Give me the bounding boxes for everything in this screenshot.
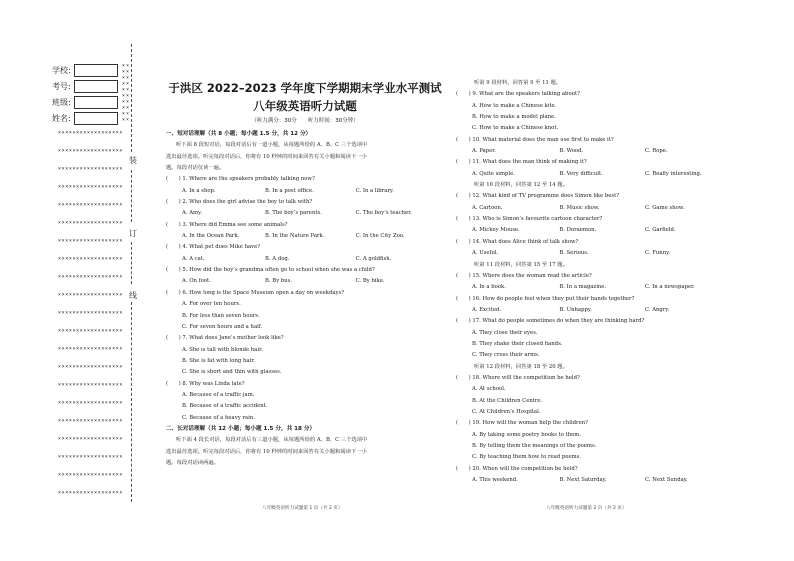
option-row [166, 254, 450, 265]
option: A. Cartoon. [472, 204, 503, 211]
option: A. Quite simple. [472, 170, 515, 177]
listening-note: 听第 11 段材料，回答第 15 至 17 题。 [474, 261, 568, 268]
x-row: ×××××××××××××××××× [58, 202, 123, 208]
x-row: ×××××××××××××××××× [58, 166, 123, 172]
option: B. At the Children Centre. [472, 397, 543, 404]
option: B. Very difficult. [559, 170, 603, 177]
option: C. By teaching them how to read poems. [472, 454, 582, 461]
option: A. For over ten hours. [182, 301, 241, 308]
x-mark: × [122, 75, 126, 81]
x-mark: × [126, 99, 130, 105]
question: ( ) 20. When will the competition be held? [456, 465, 578, 472]
binding-line [131, 302, 132, 502]
question: ( ) 17. What do people sometimes do when they are thinking hard? [456, 318, 645, 325]
x-row: ×××××××××××××××××× [58, 328, 123, 334]
question: ( ) 15. Where does the woman read the article? [456, 272, 592, 279]
x-mark: × [126, 87, 130, 93]
x-mark: × [122, 117, 126, 123]
option: C. Really interesting. [644, 170, 702, 177]
info-field-box [74, 80, 118, 93]
option-row [456, 305, 736, 316]
seal-char: 线 [129, 291, 137, 300]
question: ( ) 6. How long is the Space Museum open a day on weekdays? [166, 289, 345, 296]
option: B. By bus. [265, 278, 293, 285]
x-row: ×××××××××××××××××× [58, 472, 123, 478]
info-field-label: 考号: [52, 82, 71, 91]
option: B. A dog. [265, 255, 290, 262]
option: A. They close their eyes. [472, 329, 538, 336]
option-row [166, 231, 450, 242]
question: ( ) 16. How do people feel when they put their hands together? [456, 295, 635, 302]
option: A. Because of a traffic jam. [182, 391, 255, 398]
info-field-label: 班级: [52, 98, 71, 107]
option: C. She is short and thin with glasses. [182, 369, 282, 376]
info-field-label: 学校: [52, 66, 71, 75]
option-row [456, 248, 736, 259]
section-1-heading: 一、短对话理解（共 8 小题；每小题 1.5 分，共 12 分） [166, 131, 312, 137]
option: B. Because of a traffic accident. [182, 403, 268, 410]
x-row: ×××××××××××××××××× [58, 184, 123, 190]
option: A. This weekend. [472, 477, 518, 484]
option-row [166, 186, 450, 197]
section-1-instruction: 听下面 8 段短对话，每段对话后有一道小题，从每题所给的 A、B、C 三个选项中 [176, 142, 368, 149]
x-row: ×××××××××××××××××× [58, 256, 123, 262]
option: B. In a post office. [265, 187, 314, 194]
section-1-instruction: 题。每段对话仅读一遍。 [166, 165, 225, 172]
option-row [456, 282, 736, 293]
x-mark: × [122, 99, 126, 105]
x-row: ×××××××××××××××××× [58, 490, 123, 496]
option: C. Angry. [644, 306, 670, 313]
x-mark: × [122, 63, 126, 69]
page-1-footer: 八年级英语听力试题第 1 页（共 2 页） [262, 506, 343, 511]
x-row: ×××××××××××××××××× [58, 292, 123, 298]
option: B. Music show. [559, 204, 600, 211]
option: B. Wood. [559, 148, 584, 155]
option: B. Serious. [559, 250, 589, 257]
option: C. In the City Zoo. [355, 233, 405, 240]
seal-char: 装 [129, 156, 137, 165]
option: B. In a magazine. [559, 284, 607, 291]
info-field-row [52, 112, 118, 125]
option: C. The boy’s teacher. [355, 210, 412, 217]
page-2-column [456, 78, 736, 486]
question: ( ) 11. What does the man think of making it? [456, 159, 587, 166]
x-row: ×××××××××××××××××× [58, 274, 123, 280]
binding-line [131, 242, 132, 284]
option: A. Useful. [472, 250, 499, 257]
page-2-footer: 八年级英语听力试题第 2 页（共 2 页） [546, 506, 627, 511]
page-1-column [166, 129, 450, 469]
x-mark: × [122, 111, 126, 117]
option-row [456, 146, 736, 157]
option: A. By taking some poetry books to them. [472, 431, 582, 438]
option: A. How to make a Chinese kite. [472, 102, 557, 109]
info-field-row [52, 64, 118, 77]
x-row: ×××××××××××××××××× [58, 346, 123, 352]
info-field-box [74, 64, 118, 77]
question: ( ) 3. Where did Emma see some animals? [166, 221, 288, 228]
x-row: ×××××××××××××××××× [58, 364, 123, 370]
question: ( ) 19. How will the woman help the children? [456, 420, 588, 427]
question: ( ) 12. What kind of TV programme does Simon like best? [456, 193, 620, 200]
option: C. Funny. [644, 250, 671, 257]
option: B. Doraemon. [559, 227, 597, 234]
option: B. She is fat with long hair. [182, 357, 255, 364]
option: B. Next Saturday. [559, 477, 607, 484]
question: ( ) 8. Why was Linda late? [166, 380, 245, 387]
x-mark: × [126, 93, 130, 99]
question: ( ) 10. What material does the man use first to make it? [456, 136, 614, 143]
option-row [456, 225, 736, 236]
x-mark: × [126, 81, 130, 87]
option-row [456, 203, 736, 214]
option: C. How to make a Chinese knot. [472, 125, 559, 132]
option-row [456, 475, 736, 486]
seal-char: 订 [129, 229, 137, 238]
question: ( ) 13. Who is Simon’s favourite cartoon character? [456, 216, 603, 223]
option-row [166, 208, 450, 219]
x-row: ×××××××××××××××××× [58, 400, 123, 406]
option: B. They shake their closed hands. [472, 340, 563, 347]
x-mark: × [122, 93, 126, 99]
x-row: ×××××××××××××××××× [58, 436, 123, 442]
x-mark: × [122, 105, 126, 111]
option: C. Because of a heavy rain. [182, 414, 255, 421]
listening-note: 听第 12 段材料，回答第 18 至 20 题。 [474, 363, 568, 370]
question: ( ) 7. What does Jane’s mother look like? [166, 335, 284, 342]
option: C. In a newspaper. [644, 284, 695, 291]
info-field-row [52, 96, 118, 109]
x-mark: × [126, 111, 130, 117]
section-1-instruction: 选出最佳选项。听完每段对话后，你将有 10 秒钟的时间来回答有关小题和阅读下一小 [166, 153, 367, 160]
option: C. For seven hours and a half. [182, 323, 263, 330]
option: B. Unhappy. [559, 306, 592, 313]
binding-line [131, 170, 132, 222]
exam-subtitle: 八年级英语听力试题 [253, 99, 357, 113]
option: A. Mickey Mouse. [472, 227, 520, 234]
binding-line [131, 44, 132, 152]
option: B. In the Nature Park. [265, 233, 325, 240]
x-row: ×××××××××××××××××× [58, 310, 123, 316]
option: C. A goldfish. [355, 255, 392, 262]
x-row: ×××××××××××××××××× [58, 418, 123, 424]
option-row [166, 276, 450, 287]
option: B. For less than seven hours. [182, 312, 260, 319]
option: C. At Children’s Hospital. [472, 408, 541, 415]
option: C. Game show. [644, 204, 685, 211]
info-field-label: 姓名: [52, 114, 71, 123]
option: A. She is tall with blonde hair. [182, 346, 263, 353]
x-mark: × [126, 69, 130, 75]
question: ( ) 5. How did the boy’s grandma often go to school when she was a child? [166, 267, 375, 274]
section-2-heading: 二、长对话理解（共 12 小题；每小题 1.5 分，共 18 分） [166, 425, 316, 432]
x-row: ×××××××××××××××××× [58, 454, 123, 460]
x-mark: × [122, 69, 126, 75]
x-row: ×××××××××××××××××× [58, 382, 123, 388]
option: A. Excited. [472, 306, 502, 313]
x-row: ×××××××××××××××××× [58, 238, 123, 244]
info-field-row [52, 80, 118, 93]
option: A. In a book. [472, 284, 506, 291]
option: A. In a shop. [182, 187, 216, 194]
option: C. By bike. [355, 278, 385, 285]
listening-note: 听第 9 段材料，回答第 9 至 11 题。 [474, 80, 562, 86]
option: C. Garfield. [644, 227, 676, 234]
x-row: ×××××××××××××××××× [58, 220, 123, 226]
question: ( ) 9. What are the speakers talking about? [456, 91, 581, 98]
option: A. In the Ocean Park. [182, 233, 240, 240]
option: C. In a library. [355, 187, 394, 194]
question: ( ) 1. Where are the speakers probably talking now? [166, 176, 315, 183]
exam-title: 于洪区 2022–2023 学年度下学期期末学业水平测试 [168, 81, 442, 95]
info-field-box [74, 96, 118, 109]
x-mark: × [126, 117, 130, 123]
question: ( ) 4. What pet does Mike have? [166, 244, 261, 251]
option: A. On foot. [182, 278, 211, 285]
x-mark: × [126, 75, 130, 81]
option-row [456, 169, 736, 180]
option: B. How to make a model plane. [472, 114, 556, 121]
exam-meta: （听力满分：30分 听力时间：30分钟） [251, 118, 359, 124]
question: ( ) 2. Who does the girl advise the boy to talk with? [166, 199, 313, 206]
option: C. Rope. [644, 148, 668, 155]
x-mark: × [126, 105, 130, 111]
listening-note: 听第 10 段材料，回答第 12 至 14 题。 [474, 182, 568, 189]
x-mark: × [122, 81, 126, 87]
option: A. Paper. [472, 148, 496, 155]
option: A. At school. [472, 386, 506, 393]
x-mark: × [126, 63, 130, 69]
option: C. They cross their arms. [472, 352, 540, 359]
info-field-box [74, 112, 118, 125]
section-2-instruction: 听下面 4 段长对话，每段对话后有三道小题，从每题所给的 A、B、C 三个选项中 [176, 437, 368, 444]
option: B. By telling them the meanings of the poems. [472, 443, 597, 449]
question: ( ) 14. What does Alice think of talk show? [456, 238, 579, 245]
option: C. Next Sunday. [644, 477, 688, 484]
option: B. The boy’s parents. [265, 210, 322, 217]
option: A. Amy. [182, 210, 203, 217]
section-2-instruction: 题。每段对话读两遍。 [166, 459, 219, 466]
section-2-instruction: 选出最佳选项。听完每段对话后，你将有 10 秒钟的时间来回答有关小题和阅读下一小 [166, 448, 367, 455]
option: A. A cat. [182, 255, 205, 262]
x-mark: × [122, 87, 126, 93]
question: ( ) 18. Where will the competition be held? [456, 374, 580, 381]
x-row: ×××××××××××××××××× [58, 130, 123, 136]
x-row: ×××××××××××××××××× [58, 148, 123, 154]
